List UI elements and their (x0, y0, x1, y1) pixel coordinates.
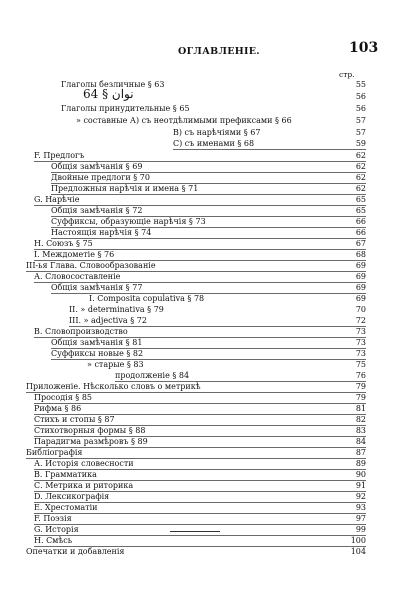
toc-entry-label: продолженіе § 84 (115, 371, 190, 380)
toc-entry-page: 91 (355, 481, 366, 490)
toc-entry (26, 448, 366, 458)
toc-entry-page: 62 (355, 184, 366, 193)
closing-rule (170, 531, 220, 532)
toc-entry-page: 56 (355, 104, 366, 113)
toc-entry-label: Библіографія (26, 448, 83, 457)
toc-entry-label: В) съ нарѣчіями § 67 (173, 128, 261, 137)
toc-row-rule (173, 149, 366, 150)
toc-entry-page: 66 (355, 217, 366, 226)
toc-entry-page: 79 (355, 382, 366, 391)
toc-entry-label: » составные А) съ неотдѣлимыми префиксами § 66 (76, 116, 292, 125)
toc-entry (26, 382, 366, 392)
toc-entry-page: 69 (355, 294, 366, 303)
toc-entry (76, 116, 366, 126)
toc-entry-page: 97 (355, 514, 366, 523)
toc-entry-page: 70 (355, 305, 366, 314)
toc-entry-page: 81 (355, 404, 366, 413)
toc-entry-label: Стихотворныя формы § 88 (34, 426, 146, 435)
toc-entry-label: С) съ именами § 68 (173, 139, 255, 148)
toc-entry-label: G. Нарѣчіе (34, 195, 80, 204)
toc-entry-page: 66 (355, 228, 366, 237)
toc-entry-label: Общія замѣчанія § 69 (51, 162, 143, 171)
toc-entry (34, 514, 366, 524)
toc-entry-page: 99 (355, 525, 366, 534)
toc-entry-page: 65 (355, 195, 366, 204)
toc-entry-label: F. Предлогъ (34, 151, 85, 160)
toc-entry-page: 55 (355, 80, 366, 89)
toc-entry-page: 65 (355, 206, 366, 215)
toc-entry-label: Настоящія нарѣчія § 74 (51, 228, 152, 237)
toc-entry-page: 73 (355, 349, 366, 358)
toc-entry (34, 151, 366, 161)
toc-entry-label: Суффиксы, образующіе нарѣчія § 73 (51, 217, 206, 226)
toc-entry-label: А. Исторія словесности (34, 459, 134, 468)
toc-entry-label: I. Междометіе § 76 (34, 250, 115, 259)
toc-entry (51, 228, 366, 238)
toc-entry (69, 294, 366, 304)
toc-entry-label: В. Словопроизводство (34, 327, 128, 336)
page-number: 103 (349, 40, 379, 56)
toc-entry-label: Стихъ и стопы § 87 (34, 415, 115, 424)
toc-entry-label: Суффиксы новые § 82 (51, 349, 144, 358)
toc-entry-page: 87 (355, 448, 366, 457)
toc-entry (34, 525, 366, 535)
toc-entry-label: Н. Союзъ § 75 (34, 239, 93, 248)
toc-entry (51, 338, 366, 348)
toc-entry-page: 73 (355, 338, 366, 347)
toc-entry-page: 67 (355, 239, 366, 248)
toc-entry-page: 57 (355, 116, 366, 125)
toc-entry (34, 415, 366, 425)
page-header (0, 0, 411, 56)
toc-entry (69, 305, 366, 315)
toc-entry (115, 371, 366, 381)
toc-entry-page: 100 (350, 536, 366, 545)
toc-entry-page: 62 (355, 151, 366, 160)
toc-entry (34, 459, 366, 469)
toc-entry-page: 92 (355, 492, 366, 501)
toc-entry (51, 184, 366, 194)
toc-entry-page: 73 (355, 327, 366, 336)
toc-entry-label: III-ья Глава. Словообразованіе (26, 261, 156, 270)
toc-entry-label: Рифма § 86 (34, 404, 82, 413)
toc-entry-label: Н. Смѣсь (34, 536, 73, 545)
toc-entry (34, 195, 366, 205)
toc-entry (34, 327, 366, 337)
toc-entry-page: 82 (355, 415, 366, 424)
toc-entry-page: 90 (355, 470, 366, 479)
toc-entry (34, 239, 366, 249)
toc-entry (83, 87, 366, 102)
toc-entry-label: I. Composita copulativa § 78 (89, 294, 205, 303)
toc-entry-label: Приложеніе. Нѣсколько словъ о метрикѣ (26, 382, 201, 391)
toc-entry (34, 470, 366, 480)
toc-entry (34, 503, 366, 513)
toc-entry (34, 481, 366, 491)
toc-entry (69, 316, 366, 326)
toc-entry-label: Двойные предлоги § 70 (51, 173, 150, 182)
toc-entry-label: Парадигма размѣровъ § 89 (34, 437, 148, 446)
toc-entry-page: 62 (355, 173, 366, 182)
toc-entry-page: 104 (350, 547, 366, 556)
toc-entry-page: 69 (355, 261, 366, 270)
toc-entry-page: 57 (355, 128, 366, 137)
toc-entry (34, 393, 366, 403)
toc-entry-label: Опечатки и добавленія (26, 547, 125, 556)
toc-entry-page: 56 (355, 92, 366, 101)
toc-entry-label: Общія замѣчанія § 81 (51, 338, 143, 347)
toc-entry (34, 426, 366, 436)
toc-entry-page: 69 (355, 283, 366, 292)
toc-entry-label: » старые § 83 (87, 360, 144, 369)
toc-entry-label: С. Метрика и риторика (34, 481, 134, 490)
toc-entry (34, 250, 366, 260)
toc-entry-page: 89 (355, 459, 366, 468)
toc-entry-label: III. » adjectiva § 72 (69, 316, 147, 325)
toc-entry-label: Предложныя нарѣчія и имена § 71 (51, 184, 199, 193)
toc-entry-label: Е. Хрестоматіи (34, 503, 98, 512)
toc-entry (34, 536, 366, 546)
toc-entry-label: II. » determinativa § 79 (69, 305, 164, 314)
toc-entry-label: Глаголы принудительные § 65 (61, 104, 190, 113)
toc-entry-label: Общія замѣчанія § 77 (51, 283, 143, 292)
toc-entry (34, 437, 366, 447)
toc-entry-label: D. Лексикографія (34, 492, 110, 501)
toc-entry-page: 93 (355, 503, 366, 512)
toc-entry (34, 272, 366, 282)
toc-entry-page: 68 (355, 250, 366, 259)
page-title: ОГЛАВЛЕНІЕ. (178, 46, 260, 57)
toc-entry (26, 261, 366, 271)
toc-entry (51, 217, 366, 227)
toc-entry (51, 349, 366, 359)
toc-entry-page: 62 (355, 162, 366, 171)
page-column-label: стр. (339, 70, 355, 79)
toc-entry-page: 76 (355, 371, 366, 380)
toc-entry (26, 547, 366, 557)
toc-entry (61, 104, 366, 114)
toc-entry (51, 283, 366, 293)
toc-entry (87, 360, 366, 370)
toc-entry-label: G. Исторія (34, 525, 79, 534)
toc-entry-label: F. Поэзія (34, 514, 72, 523)
toc-entry (173, 128, 366, 138)
toc-entry (51, 206, 366, 216)
toc-entry-page: 75 (355, 360, 366, 369)
toc-entry (51, 162, 366, 172)
toc-entry-page: 84 (355, 437, 366, 446)
toc-entry-label: Глаголы безличные § 63 (61, 80, 165, 89)
toc-entry-label: А. Словосоставленіе (34, 272, 121, 281)
toc-entry (173, 139, 366, 149)
toc-entry-label: نوان § 64 (83, 87, 134, 101)
toc-entry-label: Общія замѣчанія § 72 (51, 206, 143, 215)
toc-entry-label: В. Грамматика (34, 470, 97, 479)
toc-entry-label: Просодія § 85 (34, 393, 93, 402)
toc-entry-page: 59 (355, 139, 366, 148)
toc-entry-page: 83 (355, 426, 366, 435)
toc-entry (34, 404, 366, 414)
toc-entry-page: 79 (355, 393, 366, 402)
toc-entry-page: 72 (355, 316, 366, 325)
toc-entry-page: 69 (355, 272, 366, 281)
toc-entry (51, 173, 366, 183)
toc-entry (34, 492, 366, 502)
